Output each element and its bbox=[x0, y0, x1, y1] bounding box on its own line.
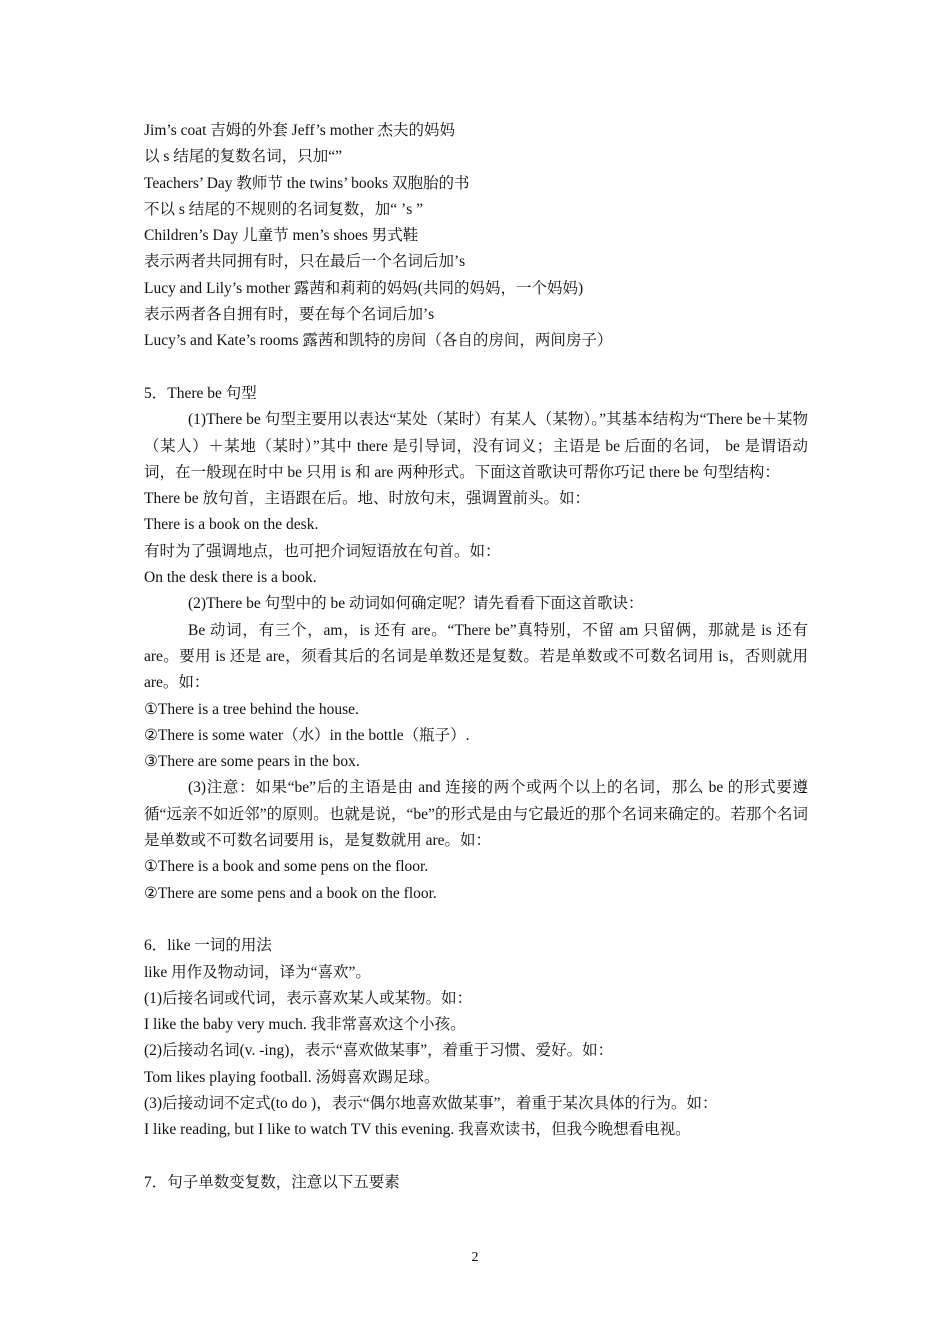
section-5-paragraph-3: Be 动词，有三个，am，is 还有 are。“There be”真特别，不留 am 只留俩，那就是 is 还有 are。要用 is 还是 are，须看其后的名词是单数还是复数。若是单数或不可数名词用 is，否则就用 are。如： bbox=[144, 621, 808, 692]
text-line: 表示两者各自拥有时，要在每个名词后加’s bbox=[144, 306, 435, 324]
text-line: like 用作及物动词，译为“喜欢”。 bbox=[144, 963, 371, 981]
section-5-heading: 5．There be 句型 bbox=[144, 384, 257, 402]
text-line: Lucy and Lily’s mother 露茜和莉莉的妈妈(共同的妈妈，一个妈妈) bbox=[144, 279, 584, 297]
section-7-heading: 7．句子单数变复数，注意以下五要素 bbox=[144, 1173, 400, 1191]
page-number: 2 bbox=[471, 1250, 479, 1265]
text-line: Lucy’s and Kate’s rooms 露茜和凯特的房间（各自的房间，两间房子） bbox=[144, 332, 613, 350]
example-line: ③There are some pears in the box. bbox=[144, 753, 360, 771]
rule-line: 有时为了强调地点，也可把介词短语放在句首。如： bbox=[144, 542, 501, 560]
text-line: 表示两者共同拥有时，只在最后一个名词后加’s bbox=[144, 253, 466, 271]
text-line: Jim’s coat 吉姆的外套 Jeff’s mother 杰夫的妈妈 bbox=[144, 122, 455, 139]
example-line: On the desk there is a book. bbox=[144, 569, 317, 587]
text-line: 以 s 结尾的复数名词，只加“” bbox=[144, 148, 343, 166]
section-5-paragraph-1: (1)There be 句型主要用以表达“某处（某时）有某人（某物）。”其基本结构为“There be＋某物（某人）＋某地（某时）”其中 there 是引导词，没有词义；主语是 be 后面的名词， be 是谓语动词，在一般现在时中 be 只用 is 和 are 两种形式。下面这首歌诀可帮你巧记 there be 句型结构： bbox=[144, 411, 808, 481]
section-6-heading: 6．like 一词的用法 bbox=[144, 937, 272, 955]
spacer bbox=[144, 1144, 808, 1170]
text-line: Teachers’ Day 教师节 the twins’ books 双胞胎的书 bbox=[144, 174, 470, 192]
example-line: ①There is a book and some pens on the floor. bbox=[144, 858, 429, 876]
rule-line: There be 放句首，主语跟在后。地、时放句末，强调置前头。如： bbox=[144, 490, 591, 508]
spacer bbox=[144, 355, 808, 381]
example-line: I like the baby very much. 我非常喜欢这个小孩。 bbox=[144, 1016, 466, 1034]
text-line: 不以 s 结尾的不规则的名词复数，加“ ’s ” bbox=[144, 200, 423, 218]
example-line: ②There are some pens and a book on the floor. bbox=[144, 884, 437, 902]
document-page bbox=[144, 118, 808, 1196]
example-line: There is a book on the desk. bbox=[144, 516, 319, 534]
text-line: (3)后接动词不定式(to do )，表示“偶尔地喜欢做某事”，着重于某次具体的行为。如： bbox=[144, 1094, 718, 1112]
text-line: (1)后接名词或代词，表示喜欢某人或某物。如： bbox=[144, 989, 473, 1007]
example-line: Tom likes playing football. 汤姆喜欢踢足球。 bbox=[144, 1068, 440, 1086]
example-line: ①There is a tree behind the house. bbox=[144, 700, 359, 718]
example-line: ②There is some water（水）in the bottle（瓶子）. bbox=[144, 726, 470, 744]
text-line: (2)后接动名词(v. -ing)，表示“喜欢做某事”，着重于习惯、爱好。如： bbox=[144, 1042, 614, 1060]
section-5-paragraph-4: (3)注意：如果“be”后的主语是由 and 连接的两个或两个以上的名词，那么 be 的形式要遵循“远亲不如近邻”的原则。也就是说，“be”的形式是由与它最近的那个名词来确定的。若那个名词是单数或不可数名词要用 is，是复数就用 are。如： bbox=[144, 779, 808, 850]
example-line: I like reading, but I like to watch TV this evening. 我喜欢读书，但我今晚想看电视。 bbox=[144, 1121, 691, 1139]
text-line: Children’s Day 儿童节 men’s shoes 男式鞋 bbox=[144, 227, 419, 245]
section-5-paragraph-2: (2)There be 句型中的 be 动词如何确定呢？请先看看下面这首歌诀： bbox=[188, 595, 644, 613]
spacer bbox=[144, 907, 808, 933]
